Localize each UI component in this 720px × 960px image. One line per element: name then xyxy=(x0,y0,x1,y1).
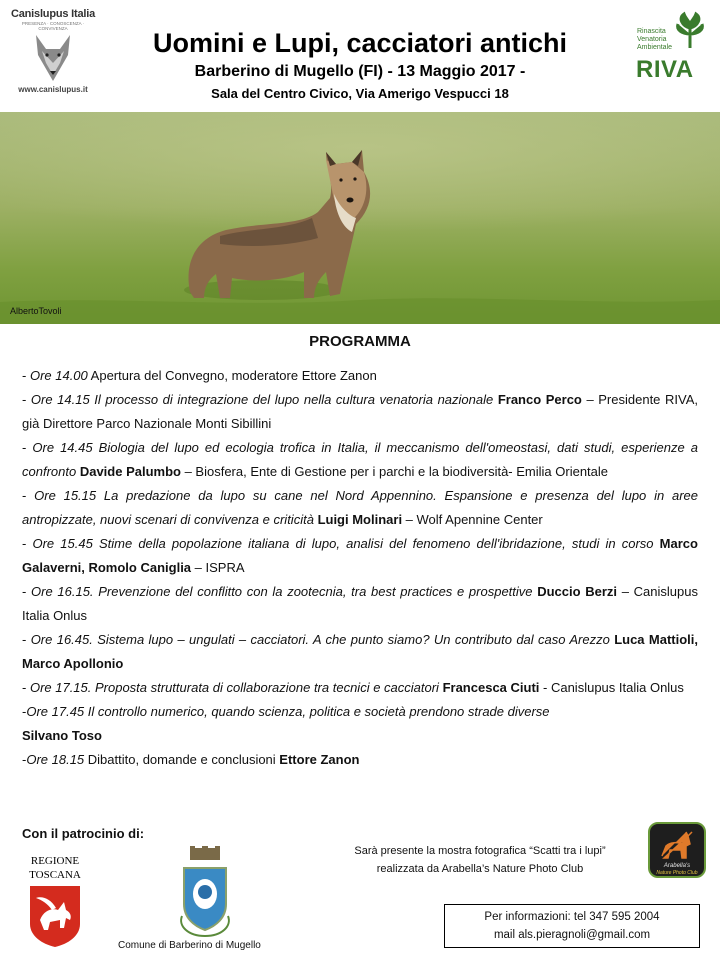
info-phone: Per informazioni: tel 347 595 2004 xyxy=(484,911,660,923)
riva-logo xyxy=(632,10,710,82)
program-item xyxy=(22,676,698,700)
event-venue: Sala del Centro Civico, Via Amerigo Vespucci 18 xyxy=(211,86,509,101)
program-item-affiliation: – Canislupus Italia Onlus xyxy=(22,584,698,623)
program-item-speaker: Silvano Toso xyxy=(22,728,102,743)
program-heading: PROGRAMMA xyxy=(309,333,411,350)
riva-line-1: Rinascita xyxy=(637,28,666,35)
event-date-place: Barberino di Mugello (FI) - 13 Maggio 2017 - xyxy=(194,63,526,80)
program-item-affiliation: - Canislupus Italia Onlus xyxy=(539,680,684,695)
regione-toscana-logo xyxy=(24,854,86,950)
program-item-speaker: Francesca Ciuti xyxy=(442,680,540,695)
program-item-prefix: - xyxy=(22,752,27,767)
program-item xyxy=(22,436,698,484)
program-item-topic: Ore 18.15 xyxy=(26,752,85,767)
pegasus-shield-icon xyxy=(26,884,84,948)
program-item-prefix: - xyxy=(22,584,32,599)
header xyxy=(0,0,720,112)
program-item-speaker: Luigi Molinari xyxy=(317,512,403,527)
program-item-topic: Ore 16.15. Prevenzione del conflitto con la zootecnia, tra best practices e prospettive xyxy=(31,584,533,599)
program-item-topic: Ore 15.15 La predazione da lupo su cane nel Nord Appennino. Espansione e presenza del lupo in aree antropizzate, nuovi scenari di convivenza e criticità xyxy=(22,488,698,527)
exhibition-line-2: realizzata da Arabella’s Nature Photo Club xyxy=(376,863,584,875)
program-item-speaker: Ettore Zanon xyxy=(279,752,360,767)
program-item-topic: Ore 17.45 Il controllo numerico, quando scienza, politica e società prendono strade diverse xyxy=(26,704,550,719)
exhibition-notice xyxy=(320,842,640,878)
program-item-affiliation: – ISPRA xyxy=(191,560,245,575)
riva-line-3: Ambientale xyxy=(637,44,673,51)
program-item xyxy=(22,580,698,628)
club-logo-line-2: Nature Photo Club xyxy=(656,870,698,876)
page-title: Uomini e Lupi, cacciatori antichi xyxy=(152,28,568,58)
program-item-topic: Ore 15.45 Stime della popolazione italiana di lupo, analisi del fenomeno dell'ibridazione, studi in corso xyxy=(32,536,654,551)
program-item-text: Apertura del Convegno, moderatore Ettore Zanon xyxy=(87,368,377,383)
oak-leaf-icon xyxy=(670,10,710,50)
program-item xyxy=(22,364,698,388)
program-item-speaker: Davide Palumbo xyxy=(79,464,181,479)
riva-line-2: Venatoria xyxy=(637,36,667,43)
program-item xyxy=(22,532,698,580)
region-line-2: TOSCANA xyxy=(29,869,81,881)
club-logo-line-1: Arabella's xyxy=(663,863,691,869)
program-item-prefix: - xyxy=(22,488,35,503)
program-item xyxy=(22,484,698,532)
riva-name: RIVA xyxy=(636,56,694,83)
program-item-prefix: - xyxy=(22,680,30,695)
program-item xyxy=(22,748,698,772)
program-item-prefix: - xyxy=(22,704,27,719)
program-item-speaker: Marco Galaverni, Romolo Caniglia xyxy=(22,536,698,575)
photo-credit: AlbertoTovoli xyxy=(10,306,62,316)
program-item-affiliation: – Wolf Apennine Center xyxy=(402,512,543,527)
program-item-prefix: - xyxy=(22,536,33,551)
program-item-topic: Ore 14.15 Il processo di integrazione del lupo nella cultura venatoria nazionale xyxy=(30,392,494,407)
info-box xyxy=(444,904,700,948)
program-item-topic: Ore 17.15. Proposta strutturata di collaborazione tra tecnici e cacciatori xyxy=(29,680,439,695)
program-item xyxy=(22,724,698,748)
program-item-topic: Ore 16.45. Sistema lupo – ungulati – cacciatori. A che punto siamo? Un contributo dal caso Arezzo xyxy=(30,632,610,647)
deer-badge-icon xyxy=(648,822,706,878)
wolf-photo xyxy=(0,112,720,324)
program-item-prefix: - xyxy=(22,392,31,407)
program-item-speaker: Franco Perco xyxy=(497,392,582,407)
canislupus-url: www.canislupus.it xyxy=(18,85,88,94)
program-item-text: Dibattito, domande e conclusioni xyxy=(84,752,280,767)
program-item-affiliation: – Biosfera, Ente di Gestione per i parchi e la biodiversità- Emilia Orientale xyxy=(180,464,609,479)
program-item xyxy=(22,388,698,436)
comune-stemma xyxy=(176,846,234,938)
program-item-topic: Ore 14.45 Biologia del lupo ed ecologia trofica in Italia, il meccanismo dell'omeostasi, dati studi, esperienze a confronto xyxy=(22,440,698,479)
region-line-1: REGIONE xyxy=(30,855,80,867)
program-item-prefix: - xyxy=(22,440,33,455)
program-item-affiliation: – Presidente RIVA, già Direttore Parco Nazionale Monti Sibillini xyxy=(22,392,698,431)
canislupus-tagline: PRESENZA · CONOSCENZA · CONVIVENZA xyxy=(21,21,85,31)
program-item xyxy=(22,700,698,724)
comune-label: Comune di Barberino di Mugello xyxy=(118,940,261,951)
program-item xyxy=(22,628,698,676)
patronage-label: Con il patrocinio di: xyxy=(22,826,145,841)
program-item-topic: Ore 14.00 xyxy=(29,368,88,383)
exhibition-line-1: Sarà presente la mostra fotografica “Scatti tra i lupi” xyxy=(354,845,606,857)
program-item-speaker: Luca Mattioli, Marco Apollonio xyxy=(22,632,698,671)
program-item-prefix: - xyxy=(22,368,30,383)
info-email: mail als.pieragnoli@gmail.com xyxy=(493,929,651,941)
photo-club-logo xyxy=(648,822,706,878)
canislupus-brand: Canislupus Italia xyxy=(10,8,95,20)
program-item-prefix: - xyxy=(22,632,31,647)
program-list xyxy=(22,364,698,772)
program-item-speaker: Duccio Berzi xyxy=(537,584,618,599)
coat-of-arms-icon xyxy=(176,846,234,938)
